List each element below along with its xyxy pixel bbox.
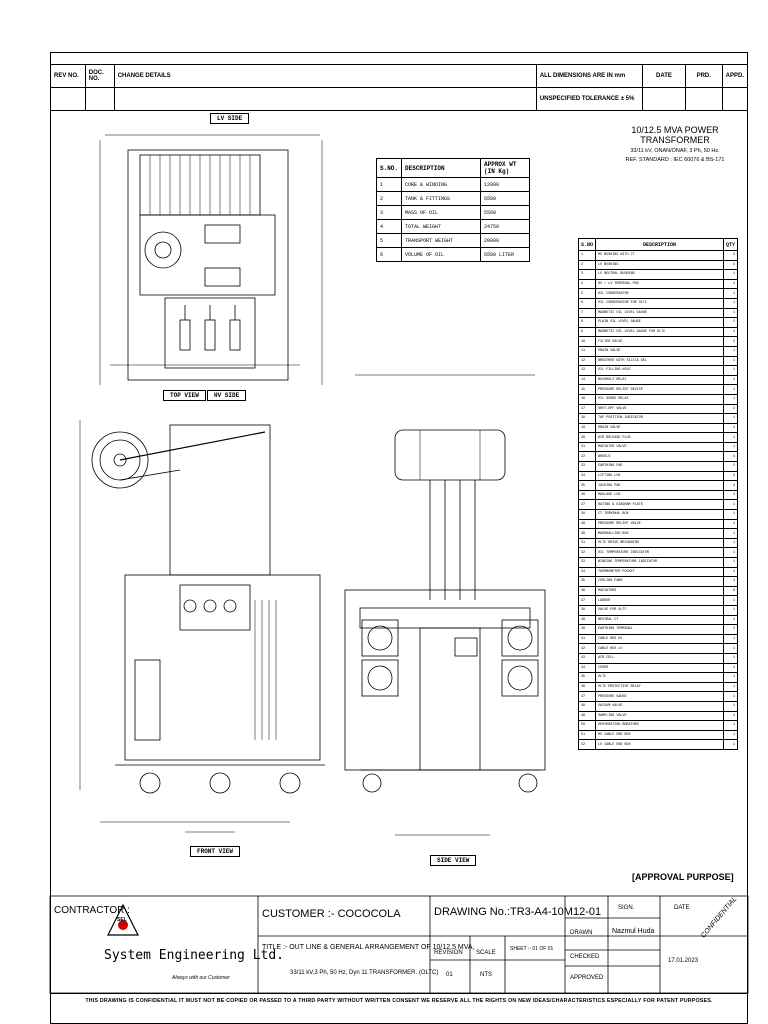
spec-standard: REF. STANDARD : IEC 60076 & BS-171: [625, 157, 725, 163]
bom-cell: 33: [579, 558, 596, 568]
bom-cell: FILTER VALVE: [596, 337, 724, 347]
bom-cell: 1: [723, 605, 737, 615]
bom-cell: MAGNETIC OIL LEVEL GAUGE FOR OLTC: [596, 327, 724, 337]
bom-cell: 1: [723, 634, 737, 644]
bom-cell: 1: [723, 385, 737, 395]
scale-label: SCALE: [476, 950, 496, 956]
bom-cell: DEHYDRATING BREATHER: [596, 721, 724, 731]
bom-cell: 37: [579, 596, 596, 606]
bom-cell: RADIATOR VALVE: [596, 442, 724, 452]
bom-cell: 1: [723, 375, 737, 385]
bom-cell: 42: [579, 644, 596, 654]
bom-cell: 2: [723, 471, 737, 481]
bom-cell: 38: [579, 605, 596, 615]
approval-purpose-label: [APPROVAL PURPOSE]: [632, 872, 734, 882]
bom-cell: 11: [579, 346, 596, 356]
bom-cell: 1: [579, 251, 596, 261]
bom-cell: DRAIN VALVE: [596, 346, 724, 356]
bom-cell: DRAIN VALVE: [596, 423, 724, 433]
bom-cell: 43: [579, 653, 596, 663]
bom-cell: 2: [723, 318, 737, 328]
bom-cell: 40: [579, 625, 596, 635]
bom-cell: 1: [723, 615, 737, 625]
weight-header-sno: S.NO.: [377, 159, 402, 178]
bom-cell: 21: [579, 442, 596, 452]
bom-cell: 1: [723, 692, 737, 702]
bom-cell: 1: [723, 519, 737, 529]
bom-cell: 2: [723, 337, 737, 347]
bom-cell: 23: [579, 462, 596, 472]
bom-cell: 9: [579, 327, 596, 337]
bom-cell: 1: [723, 442, 737, 452]
bom-cell: 3: [723, 260, 737, 270]
bom-cell: LV NEUTRAL BUSHING: [596, 270, 724, 280]
weight-cell: TOTAL WEIGHT: [402, 220, 481, 234]
bom-cell: 36: [579, 586, 596, 596]
bom-cell: 5: [579, 289, 596, 299]
sheet-label: SHEET :- 01 OF 01: [510, 946, 554, 952]
bom-cell: 45: [579, 673, 596, 683]
revision-value: 01: [446, 972, 453, 978]
bom-cell: 2: [579, 260, 596, 270]
weight-cell: VOLUME OF OIL: [402, 248, 481, 262]
bom-cell: 46: [579, 682, 596, 692]
bom-cell: NEUTRAL CT: [596, 615, 724, 625]
weight-cell: CORE & WINDING: [402, 178, 481, 192]
bom-cell: LV CABLE END BOX: [596, 740, 724, 750]
bom-cell: 1: [723, 356, 737, 366]
bom-cell: 30: [579, 529, 596, 539]
bom-cell: 52: [579, 740, 596, 750]
bom-cell: CABLE BOX LV: [596, 644, 724, 654]
bom-cell: PLAIN OIL LEVEL GAUGE: [596, 318, 724, 328]
bom-cell: CABLE BOX HV: [596, 634, 724, 644]
bom-cell: 16: [579, 394, 596, 404]
bom-cell: 22: [579, 452, 596, 462]
tolerance-note: UNSPECIFIED TOLERANCE ± 5%: [536, 88, 642, 111]
bom-cell: 12: [579, 356, 596, 366]
bom-cell: MAGNETIC OIL LEVEL GAUGE: [596, 308, 724, 318]
bom-cell: JACKING PAD: [596, 481, 724, 491]
top-view-drawing: [100, 135, 322, 385]
bom-cell: 1: [723, 308, 737, 318]
bom-cell: 2: [723, 404, 737, 414]
bom-cell: 1: [723, 711, 737, 721]
bom-cell: OLTC DRIVE MECHANISM: [596, 538, 724, 548]
bom-cell: AIR CELL: [596, 653, 724, 663]
bom-cell: 44: [579, 663, 596, 673]
bom-cell: 1: [723, 500, 737, 510]
bom-cell: OLTC PROTECTIVE RELAY: [596, 682, 724, 692]
bom-cell: 13: [579, 366, 596, 376]
bom-cell: 1: [723, 663, 737, 673]
bom-cell: 19: [579, 423, 596, 433]
bom-cell: VALVE FOR OLTC: [596, 605, 724, 615]
bom-cell: 1: [723, 673, 737, 683]
confidentiality-footer: THIS DRAWING IS CONFIDENTIAL IT MUST NOT BE COPIED OR PASSED TO A THIRD PARTY WITHOUT WRITTEN CONSENT WE RESERVE ALL THE RIGHTS ON NEW IDEAS/CHARACTERISTICS ESPECIALLY FOR PATENT PURPOSES.: [50, 993, 748, 1008]
weight-cell: MASS OF OIL: [402, 206, 481, 220]
bom-cell: 1: [723, 298, 737, 308]
revision-label: REVISION: [434, 950, 463, 956]
bom-cell: EARTHING TERMINAL: [596, 625, 724, 635]
weight-cell: 5560: [481, 206, 530, 220]
bom-cell: 3: [579, 270, 596, 280]
spec-title: 10/12.5 MVA POWER TRANSFORMER: [631, 125, 719, 145]
bom-cell: 4: [723, 490, 737, 500]
appd-header: APPD.: [722, 65, 747, 88]
bom-cell: 34: [579, 567, 596, 577]
bom-cell: MARSHALLING BOX: [596, 529, 724, 539]
top-view-label: TOP VIEW: [163, 390, 206, 401]
weight-cell: 6500 LITER: [481, 248, 530, 262]
bom-header-description: DESCRIPTION: [596, 239, 724, 251]
bom-cell: OIL SURGE RELAY: [596, 394, 724, 404]
bom-cell: 14: [579, 375, 596, 385]
bom-cell: HV / LV TERMINAL PAD: [596, 279, 724, 289]
doc-no-header: DOC. NO.: [85, 65, 114, 88]
weight-header-description: DESCRIPTION: [402, 159, 481, 178]
bom-cell: EARTHING PAD: [596, 462, 724, 472]
bom-cell: 1: [723, 279, 737, 289]
weight-header-weight: APPROX WT (IN Kg): [481, 159, 530, 178]
bom-cell: 29: [579, 519, 596, 529]
bom-cell: 39: [579, 615, 596, 625]
bom-cell: 1: [723, 740, 737, 750]
bom-cell: 1: [723, 644, 737, 654]
bom-cell: PRESSURE RELIEF VALVE: [596, 519, 724, 529]
title-line-1: TITLE :- OUT LINE & GENERAL ARRANGEMENT OF 10/12.5 MVA,: [262, 944, 475, 951]
bom-cell: HV BUSHING WITH CT: [596, 251, 724, 261]
prd-header: PRD.: [685, 65, 722, 88]
bom-cell: SHUT-OFF VALVE: [596, 404, 724, 414]
checked-label: CHECKED: [570, 954, 600, 960]
bom-cell: SAMPLING VALVE: [596, 711, 724, 721]
bom-cell: PRESSURE RELIEF DEVICE: [596, 385, 724, 395]
bom-cell: 4: [579, 279, 596, 289]
bom-cell: OIL TEMPERATURE INDICATOR: [596, 548, 724, 558]
bom-cell: PRESSURE GAUGE: [596, 692, 724, 702]
bom-cell: HV CABLE END BOX: [596, 730, 724, 740]
bom-cell: 25: [579, 481, 596, 491]
bom-cell: 1: [723, 721, 737, 731]
company-name: System Engineering Ltd.: [104, 948, 285, 963]
company-tagline: Always with our Customer: [172, 975, 230, 981]
bom-cell: 10: [579, 337, 596, 347]
drawing-number: DRAWING No.:TR3-A4-10M12-01: [434, 906, 602, 918]
bom-cell: TAP POSITION INDICATOR: [596, 414, 724, 424]
weight-cell: 1: [377, 178, 402, 192]
hv-side-label: HV SIDE: [207, 390, 246, 401]
dimensions-note: ALL DIMENSIONS ARE IN mm: [536, 65, 642, 88]
bom-cell: RATING & DIAGRAM PLATE: [596, 500, 724, 510]
approved-label: APPROVED: [570, 975, 604, 981]
bom-cell: 1: [723, 682, 737, 692]
bom-cell: LV BUSHING: [596, 260, 724, 270]
bom-cell: 28: [579, 510, 596, 520]
bom-header-qty: QTY: [723, 239, 737, 251]
bom-cell: 4: [723, 577, 737, 587]
bom-cell: 48: [579, 701, 596, 711]
bom-cell: OLTC: [596, 673, 724, 683]
bom-cell: 1: [723, 327, 737, 337]
bom-cell: WINDING TEMPERATURE INDICATOR: [596, 558, 724, 568]
bom-cell: 1: [723, 567, 737, 577]
bom-cell: 27: [579, 500, 596, 510]
bom-cell: BUCHHOLZ RELAY: [596, 375, 724, 385]
contractor-label: CONTRACTOR :: [54, 905, 130, 916]
front-view-label: FRONT VIEW: [190, 846, 240, 857]
bom-cell: 7: [579, 308, 596, 318]
bom-cell: 2: [723, 462, 737, 472]
bom-cell: 1: [723, 423, 737, 433]
bom-cell: 1: [723, 414, 737, 424]
bom-cell: 1: [723, 394, 737, 404]
bom-cell: 17: [579, 404, 596, 414]
logo-text: SEL: [117, 917, 127, 923]
bom-cell: 6: [579, 298, 596, 308]
bom-cell: 32: [579, 548, 596, 558]
bom-cell: 41: [579, 634, 596, 644]
bom-cell: 1: [723, 346, 737, 356]
weight-cell: 20000: [481, 234, 530, 248]
date-header: DATE: [643, 65, 686, 88]
bom-cell: 50: [579, 721, 596, 731]
bom-cell: 35: [579, 577, 596, 587]
bom-cell: THERMOMETER POCKET: [596, 567, 724, 577]
side-view-drawing: [345, 375, 545, 835]
bom-cell: COVER: [596, 663, 724, 673]
weight-cell: 4: [377, 220, 402, 234]
spec-rating: 33/11 kV, ONAN/ONAF, 3 Ph, 50 Hz.: [630, 148, 720, 154]
bom-cell: 51: [579, 730, 596, 740]
bom-cell: 31: [579, 538, 596, 548]
bom-cell: WHEELS: [596, 452, 724, 462]
bom-cell: 20: [579, 433, 596, 443]
bom-cell: OIL CONSERVATOR FOR OLTC: [596, 298, 724, 308]
bom-cell: 26: [579, 490, 596, 500]
date-label: DATE: [674, 905, 690, 911]
confidential-stamp: CONFIDENTIAL: [700, 895, 739, 940]
drawn-by-name: Nazmul Huda: [612, 928, 655, 935]
bom-cell: HAULAGE LUG: [596, 490, 724, 500]
bom-cell: 3: [723, 251, 737, 261]
bom-cell: 49: [579, 711, 596, 721]
weight-cell: 2: [377, 192, 402, 206]
bom-cell: OIL CONSERVATOR: [596, 289, 724, 299]
bom-cell: 15: [579, 385, 596, 395]
bom-cell: 4: [723, 481, 737, 491]
bom-cell: VACUUM VALVE: [596, 701, 724, 711]
customer-name: CUSTOMER :- COCOCOLA: [262, 908, 401, 920]
change-details-header: CHANGE DETAILS: [114, 65, 536, 88]
bom-cell: 1: [723, 596, 737, 606]
title-line-2: 33/11 kV,3 Ph, 50 Hz, Dyn 11 TRANSFORMER. (OLTC): [290, 970, 439, 976]
rev-no-header: REV NO.: [51, 65, 86, 88]
bom-cell: 1: [723, 270, 737, 280]
bom-cell: OIL FILLING HOLE: [596, 366, 724, 376]
bom-cell: AIR RELEASE PLUG: [596, 433, 724, 443]
weight-cell: 6: [377, 248, 402, 262]
bom-cell: 18: [579, 414, 596, 424]
bom-cell: 1: [723, 538, 737, 548]
bom-cell: COOLING FANS: [596, 577, 724, 587]
bom-cell: 24: [579, 471, 596, 481]
bom-cell: CT TERMINAL BOX: [596, 510, 724, 520]
bom-cell: 1: [723, 289, 737, 299]
drawing-date: 17.01.2023: [668, 958, 699, 964]
weight-cell: 24750: [481, 220, 530, 234]
bom-cell: 1: [723, 558, 737, 568]
bom-cell: LADDER: [596, 596, 724, 606]
weight-cell: 12000: [481, 178, 530, 192]
weight-cell: TRANSPORT WEIGHT: [402, 234, 481, 248]
bom-cell: 1: [723, 529, 737, 539]
bom-cell: 1: [723, 653, 737, 663]
front-view-drawing: [80, 420, 325, 832]
bom-header-sno: S.NO: [579, 239, 596, 251]
lv-side-label: LV SIDE: [210, 113, 249, 124]
bom-cell: 47: [579, 692, 596, 702]
bom-cell: LIFTING LUG: [596, 471, 724, 481]
bom-cell: 1: [723, 366, 737, 376]
bom-cell: RADIATORS: [596, 586, 724, 596]
bom-cell: BREATHER WITH SILICA GEL: [596, 356, 724, 366]
side-view-label: SIDE VIEW: [430, 855, 476, 866]
sign-label: SIGN.: [618, 905, 635, 911]
bom-cell: 1: [723, 510, 737, 520]
weight-cell: 6500: [481, 192, 530, 206]
bom-cell: 1: [723, 701, 737, 711]
drawn-label: DRAWN: [570, 930, 593, 936]
bom-cell: 1: [723, 548, 737, 558]
weight-cell: 5: [377, 234, 402, 248]
bom-cell: 2: [723, 625, 737, 635]
weight-cell: 3: [377, 206, 402, 220]
bom-cell: 1: [723, 433, 737, 443]
bom-cell: 4: [723, 452, 737, 462]
bom-cell: 1: [723, 730, 737, 740]
bom-cell: 6: [723, 586, 737, 596]
bom-cell: 8: [579, 318, 596, 328]
weight-cell: TANK & FITTINGS: [402, 192, 481, 206]
scale-value: NTS: [480, 972, 492, 978]
